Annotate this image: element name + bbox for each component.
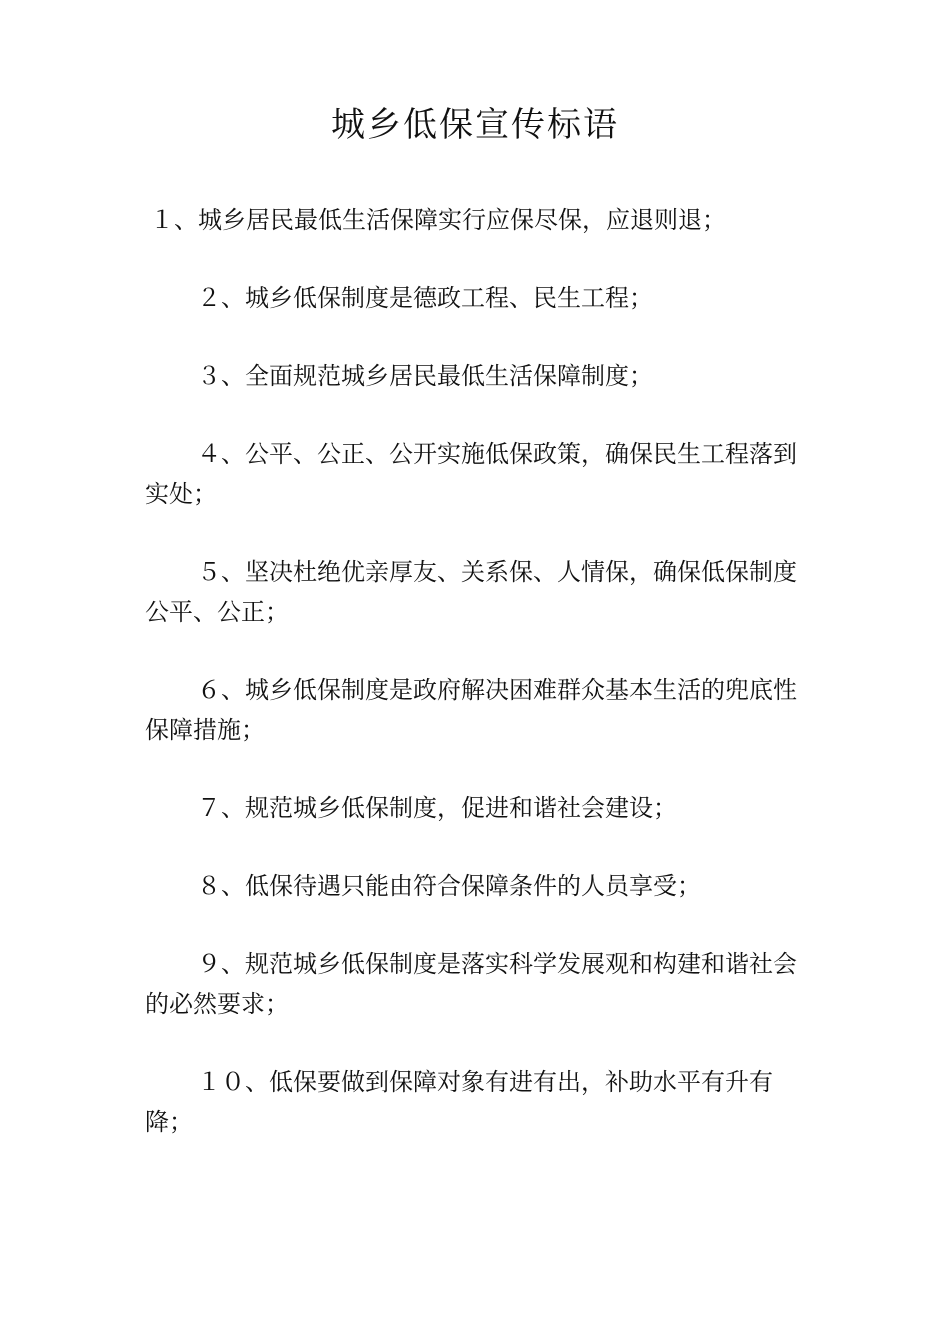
slogan-item-10: １０、低保要做到保障对象有进有出，补助水平有升有降；: [145, 1068, 773, 1136]
slogan-item-1: １、城乡居民最低生活保障实行应保尽保，应退则退；: [150, 206, 726, 234]
page-title: 城乡低保宣传标语: [331, 105, 619, 145]
slogan-list: [145, 200, 810, 1180]
slogan-item-8: ８、低保待遇只能由符合保障条件的人员享受；: [197, 872, 701, 900]
slogan-item-2: ２、城乡低保制度是德政工程、民生工程；: [197, 284, 653, 312]
slogan-item-3: ３、全面规范城乡居民最低生活保障制度；: [197, 362, 653, 390]
slogan-item-5: ５、坚决杜绝优亲厚友、关系保、人情保，确保低保制度公平、公正；: [145, 558, 797, 626]
slogan-item-4: ４、公平、公正、公开实施低保政策，确保民生工程落到实处；: [145, 440, 797, 508]
slogan-item-6: ６、城乡低保制度是政府解决困难群众基本生活的兜底性保障措施；: [145, 676, 797, 744]
slogan-item-9: ９、规范城乡低保制度是落实科学发展观和构建和谐社会的必然要求；: [145, 950, 797, 1018]
slogan-item-7: ７、规范城乡低保制度，促进和谐社会建设；: [197, 794, 677, 822]
